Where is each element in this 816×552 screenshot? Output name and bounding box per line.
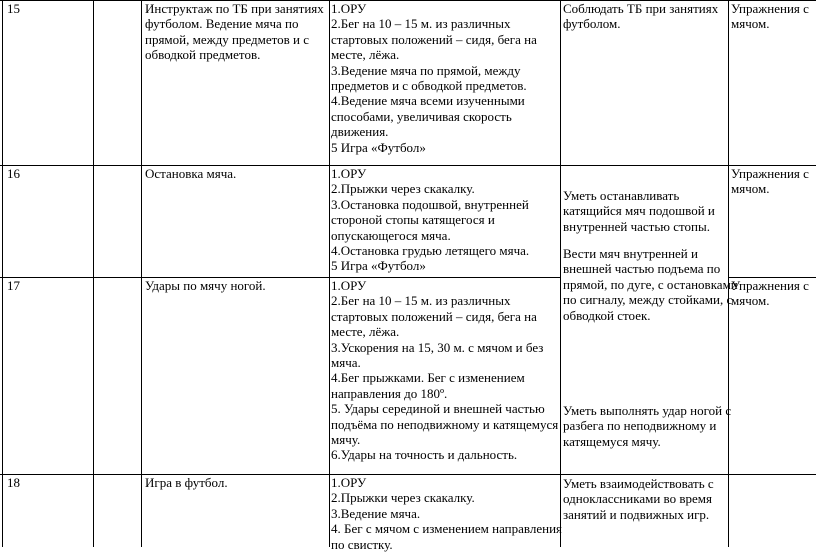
lesson-topic: Остановка мяча. bbox=[145, 166, 237, 181]
col-divider-4 bbox=[329, 0, 330, 547]
lesson-topic: Инструктаж по ТБ при занятиях футболом. Ведение мяча по прямой, между предметов и с обводкой предметов. bbox=[145, 1, 324, 63]
lesson-content: 1.ОРУ 2.Прыжки через скакалку. 3.Остановка подошвой, внутренней стороной стопы катящегося и опускающегося мяча. 4.Остановка грудью летящего мяча. 5 Игра «Футбол» bbox=[331, 166, 530, 274]
homework: Упражнения с мячом. bbox=[731, 1, 809, 32]
homework: Упражнения с мячом. bbox=[731, 278, 809, 309]
lesson-number: 18 bbox=[7, 475, 20, 490]
requirement-kick: Уметь выполнять удар ногой с разбега по неподвижному и катящемуся мячу. bbox=[563, 403, 732, 449]
lesson-number: 17 bbox=[7, 278, 20, 293]
col-divider-5 bbox=[560, 0, 561, 547]
lesson-content: 1.ОРУ 2.Бег на 10 – 15 м. из различных стартовых положений – сидя, бега на месте, лёжа. 3.Ведение мяча по прямой, между предметов и с обводкой предметов. 4.Ведение мяча всеми изученными способами, увеличивая скорость движения. 5 Игра «Футбол» bbox=[331, 1, 537, 155]
col-divider-3 bbox=[141, 0, 142, 547]
lesson-content: 1.ОРУ 2.Бег на 10 – 15 м. из различных стартовых положений – сидя, бега на месте, лёжа. 3.Ускорения на 15, 30 м. с мячом и без мяча. 4.Бег прыжками. Бег с изменением направления до 180º. 5. Удары серединой и внешней частью подъёма по неподвижному и катящемуся мячу. 6.Удары на точность и дальность. bbox=[331, 278, 559, 463]
col-divider-2 bbox=[93, 0, 94, 547]
requirement-interact: Уметь взаимодействовать с одноклассниками во время занятий и подвижных игр. bbox=[563, 476, 714, 522]
requirement-stop: Уметь останавливать катящийся мяч подошвой и внутренней частью стопы. bbox=[563, 188, 715, 234]
lesson-number: 15 bbox=[7, 1, 20, 16]
requirement-tb: Соблюдать ТБ при занятиях футболом. bbox=[563, 1, 719, 32]
lesson-topic: Удары по мячу ногой. bbox=[145, 278, 266, 293]
lesson-number: 16 bbox=[7, 166, 20, 181]
lesson-content: 1.ОРУ 2.Прыжки через скакалку. 3.Ведение мяча. 4. Бег с мячом с изменением направления по свистку. bbox=[331, 475, 563, 552]
requirement-dribble: Вести мяч внутренней и внешней частью подъема по прямой, по дуге, с остановками по сигналу, между стойками, с обводкой стоек. bbox=[563, 246, 738, 323]
col-divider-1 bbox=[2, 0, 3, 547]
lesson-topic: Игра в футбол. bbox=[145, 475, 228, 490]
homework: Упражнения с мячом. bbox=[731, 166, 809, 197]
